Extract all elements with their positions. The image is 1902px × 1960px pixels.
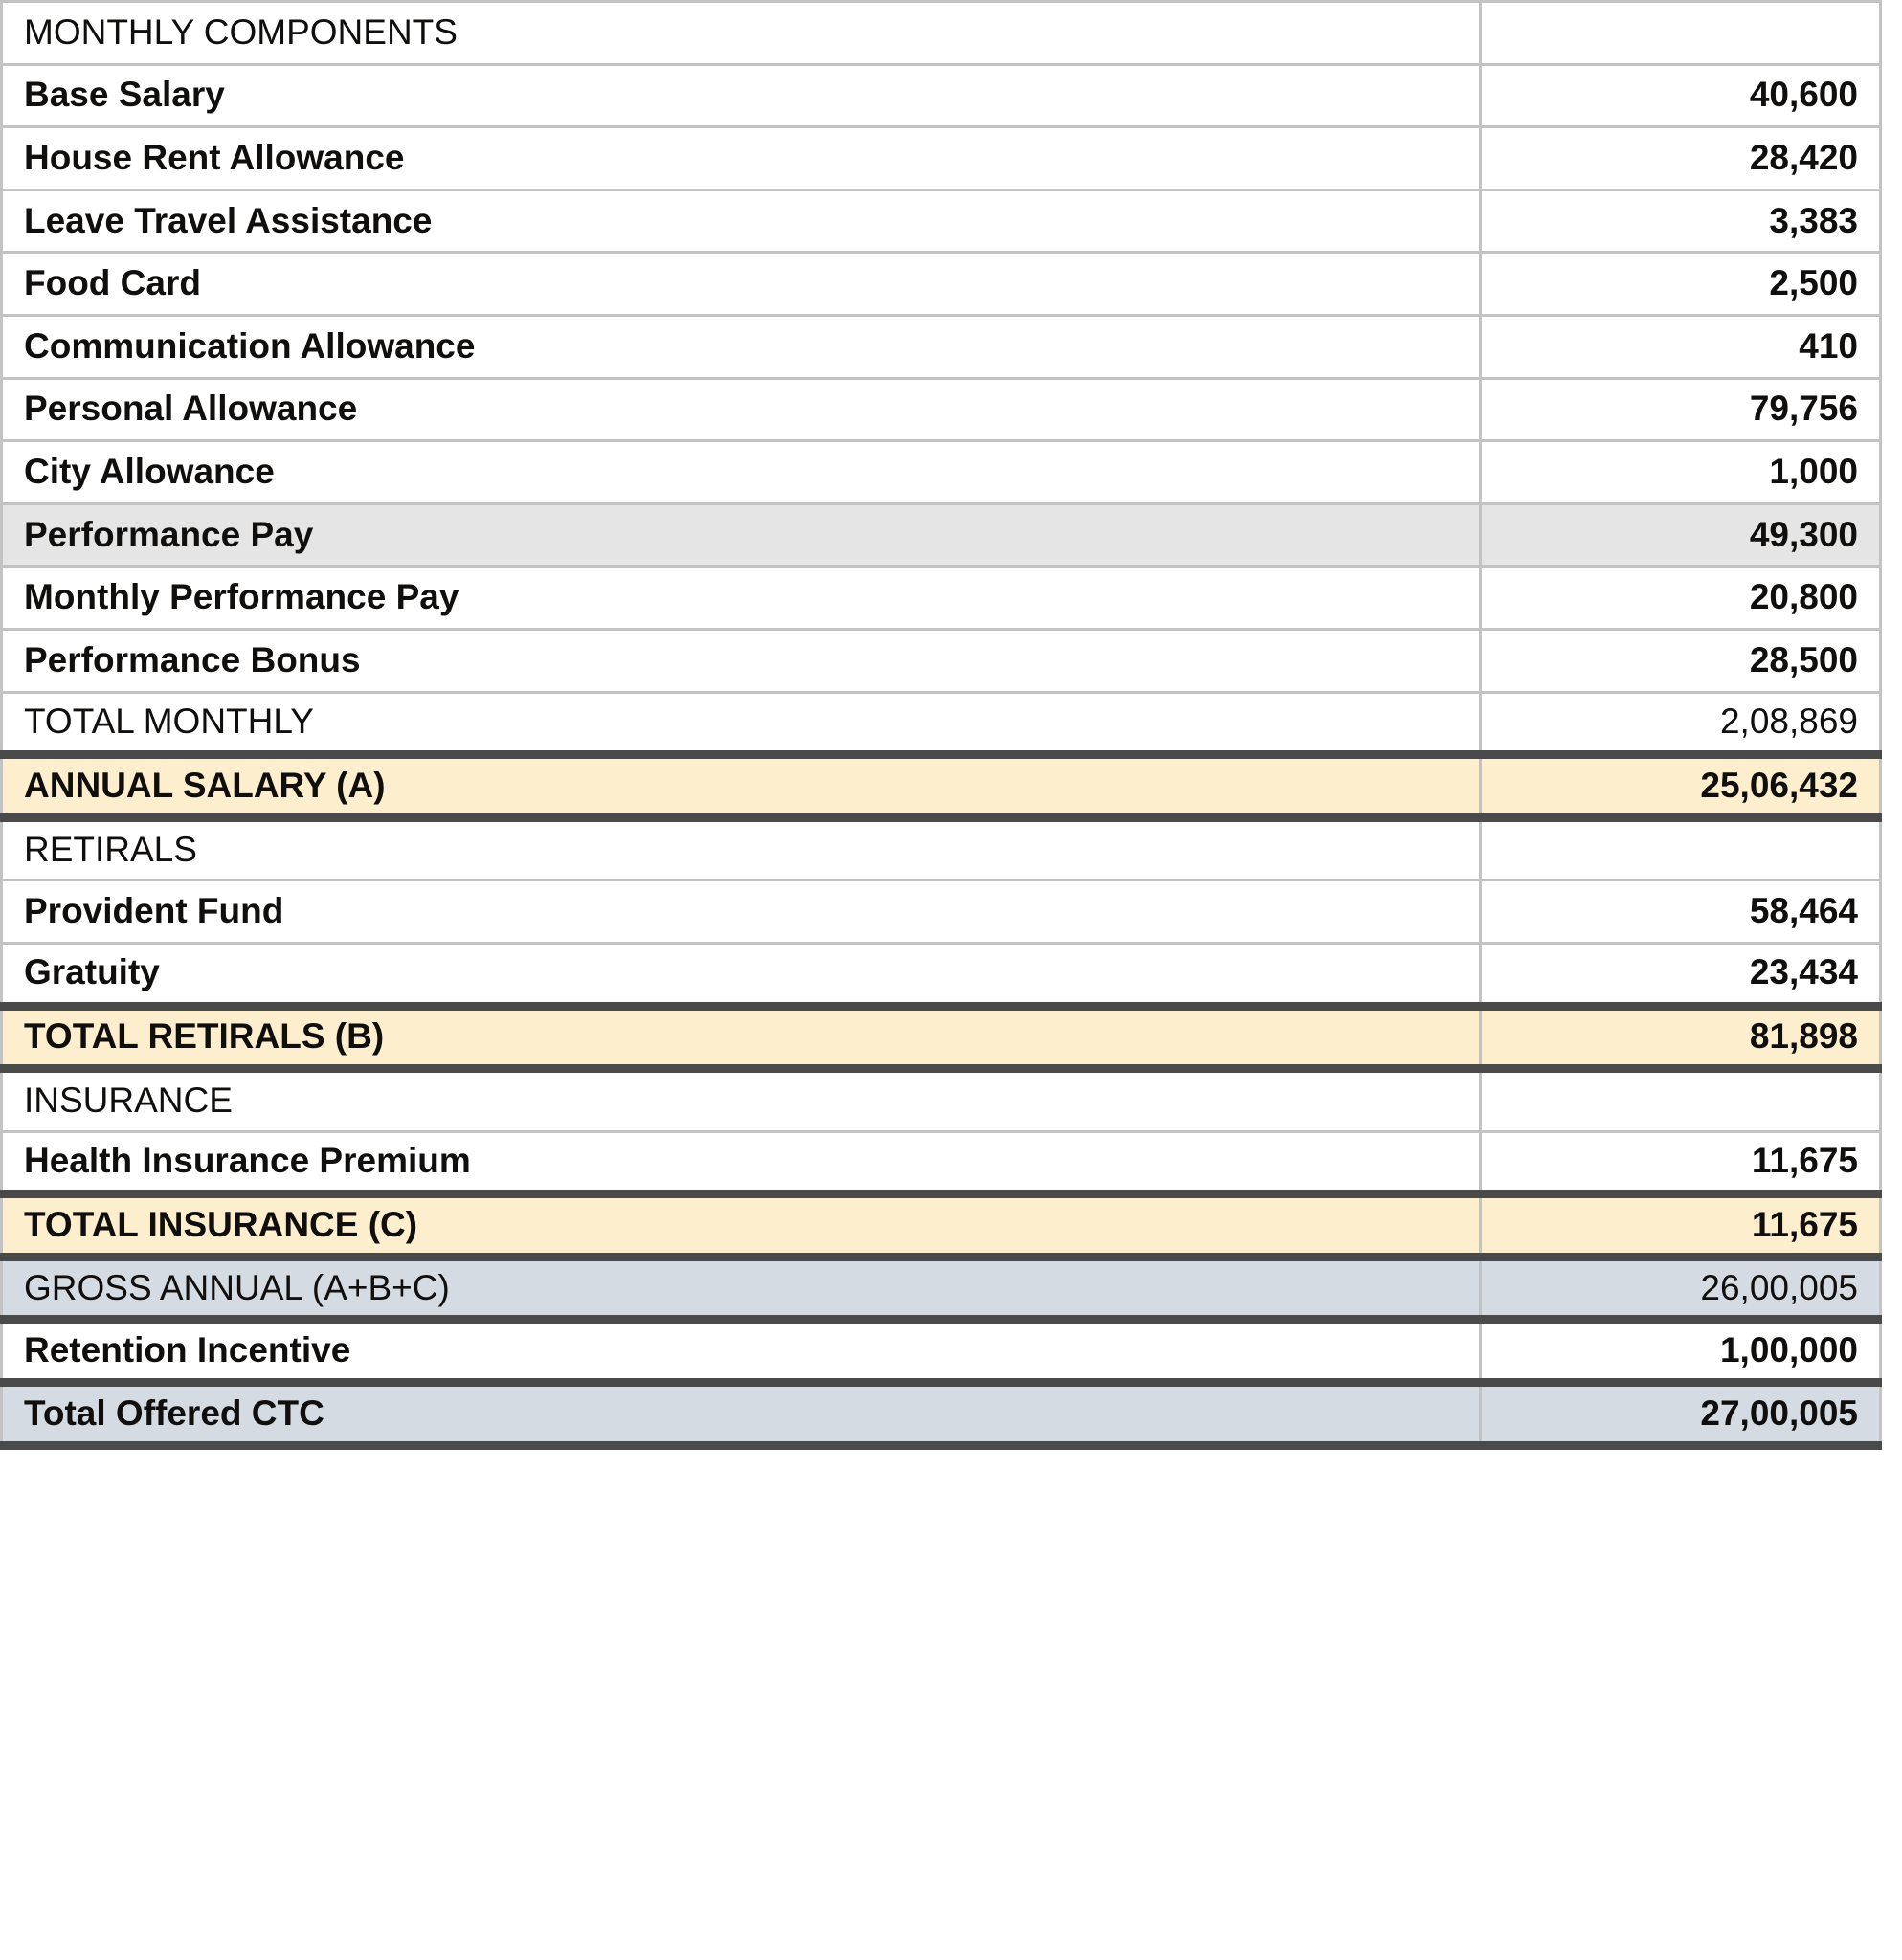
row-label-cell[interactable]: House Rent Allowance (2, 127, 1481, 190)
row-label-cell[interactable]: Communication Allowance (2, 315, 1481, 378)
row-value-cell[interactable] (1481, 2, 1881, 65)
table-row (2, 880, 1881, 944)
row-label-cell[interactable]: Gratuity (2, 943, 1481, 1006)
row-label-cell[interactable]: TOTAL MONTHLY (2, 692, 1481, 755)
row-value-cell[interactable]: 11,675 (1481, 1194, 1881, 1258)
row-value-cell[interactable] (1481, 817, 1881, 880)
row-value-cell[interactable]: 23,434 (1481, 943, 1881, 1006)
row-label-cell[interactable]: Performance Bonus (2, 629, 1481, 692)
table-row (2, 1006, 1881, 1069)
table-row (2, 817, 1881, 880)
table-row (2, 1257, 1881, 1320)
table-row (2, 315, 1881, 378)
table-row (2, 629, 1881, 692)
row-value-cell[interactable]: 410 (1481, 315, 1881, 378)
row-value-cell[interactable]: 79,756 (1481, 378, 1881, 441)
row-value-cell[interactable]: 27,00,005 (1481, 1383, 1881, 1446)
table-row (2, 943, 1881, 1006)
row-value-cell[interactable]: 28,420 (1481, 127, 1881, 190)
row-value-cell[interactable]: 20,800 (1481, 567, 1881, 630)
row-value-cell[interactable]: 1,000 (1481, 441, 1881, 504)
table-body (2, 2, 1881, 1446)
table-row (2, 441, 1881, 504)
row-value-cell[interactable]: 1,00,000 (1481, 1320, 1881, 1383)
table-row (2, 64, 1881, 127)
row-value-cell[interactable]: 2,500 (1481, 253, 1881, 316)
row-label-cell[interactable]: Performance Pay (2, 503, 1481, 567)
row-label-cell[interactable]: INSURANCE (2, 1069, 1481, 1132)
table-row (2, 755, 1881, 818)
row-value-cell[interactable]: 40,600 (1481, 64, 1881, 127)
table-row (2, 127, 1881, 190)
row-value-cell[interactable] (1481, 1069, 1881, 1132)
row-label-cell[interactable]: Total Offered CTC (2, 1383, 1481, 1446)
table-row (2, 1131, 1881, 1194)
table-row (2, 1320, 1881, 1383)
row-label-cell[interactable]: Food Card (2, 253, 1481, 316)
table-row (2, 1383, 1881, 1446)
row-value-cell[interactable]: 25,06,432 (1481, 755, 1881, 818)
row-value-cell[interactable]: 3,383 (1481, 189, 1881, 253)
row-label-cell[interactable]: Personal Allowance (2, 378, 1481, 441)
row-value-cell[interactable]: 49,300 (1481, 503, 1881, 567)
row-label-cell[interactable]: Provident Fund (2, 880, 1481, 944)
row-label-cell[interactable]: TOTAL INSURANCE (C) (2, 1194, 1481, 1258)
row-label-cell[interactable]: TOTAL RETIRALS (B) (2, 1006, 1481, 1069)
table-row (2, 2, 1881, 65)
row-label-cell[interactable]: City Allowance (2, 441, 1481, 504)
table-row (2, 692, 1881, 755)
row-value-cell[interactable]: 26,00,005 (1481, 1257, 1881, 1320)
row-label-cell[interactable]: GROSS ANNUAL (A+B+C) (2, 1257, 1481, 1320)
table-row (2, 1069, 1881, 1132)
row-label-cell[interactable]: RETIRALS (2, 817, 1481, 880)
table-row (2, 567, 1881, 630)
row-value-cell[interactable]: 58,464 (1481, 880, 1881, 944)
row-label-cell[interactable]: Monthly Performance Pay (2, 567, 1481, 630)
row-value-cell[interactable]: 81,898 (1481, 1006, 1881, 1069)
row-label-cell[interactable]: Retention Incentive (2, 1320, 1481, 1383)
row-value-cell[interactable]: 28,500 (1481, 629, 1881, 692)
table-row (2, 503, 1881, 567)
row-value-cell[interactable]: 11,675 (1481, 1131, 1881, 1194)
row-label-cell[interactable]: ANNUAL SALARY (A) (2, 755, 1481, 818)
table-row (2, 378, 1881, 441)
row-label-cell[interactable]: Health Insurance Premium (2, 1131, 1481, 1194)
table-row (2, 189, 1881, 253)
row-value-cell[interactable]: 2,08,869 (1481, 692, 1881, 755)
table-row (2, 1194, 1881, 1258)
row-label-cell[interactable]: Leave Travel Assistance (2, 189, 1481, 253)
row-label-cell[interactable]: Base Salary (2, 64, 1481, 127)
table-row (2, 253, 1881, 316)
row-label-cell[interactable]: MONTHLY COMPONENTS (2, 2, 1481, 65)
